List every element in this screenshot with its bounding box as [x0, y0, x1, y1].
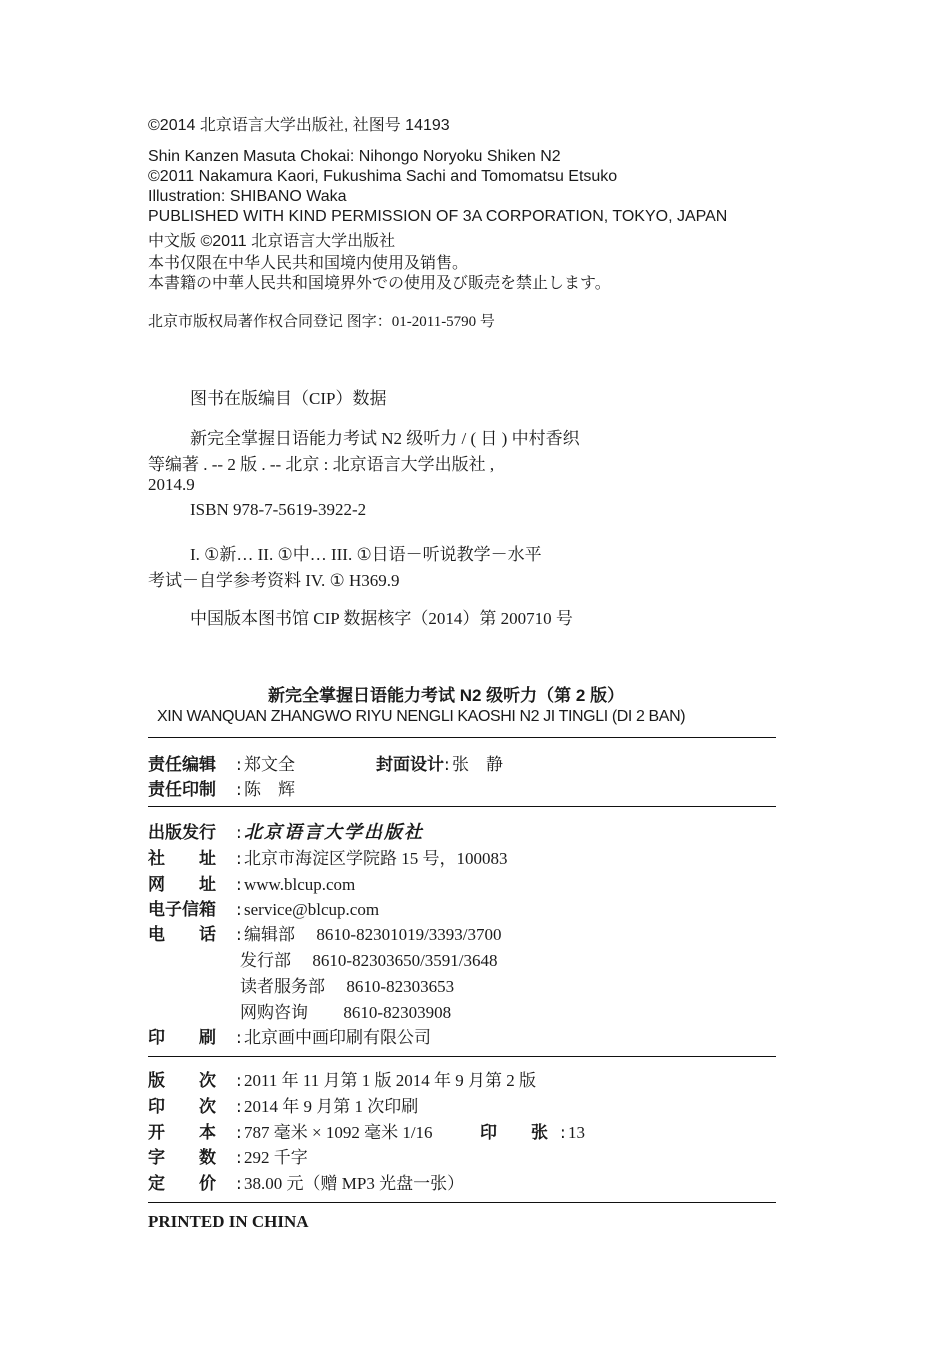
phone-number: 8610-82301019/3393/3700: [316, 925, 502, 944]
phone-dept: 网购咨询: [240, 1003, 308, 1022]
permission-line: PUBLISHED WITH KIND PERMISSION OF 3A CORPORATION, TOKYO, JAPAN: [148, 208, 728, 225]
phone-number: 8610-82303908: [343, 1003, 452, 1022]
book-title-zh: 新完全掌握日语能力考试 N2 级听力（第 2 版）: [268, 686, 625, 705]
address-row: 社 址 : 北京市海淀区学院路 15 号，100083: [148, 844, 508, 869]
format-row: 开 本 : 787 毫米 × 1092 毫米 1/16: [148, 1118, 433, 1143]
printer-label: 印 刷: [148, 1028, 216, 1048]
website-label: 网 址: [148, 875, 216, 895]
divider: [148, 1202, 776, 1203]
email-value: service@blcup.com: [244, 900, 380, 919]
print-supervisor-row: 责任印制 : 陈 辉: [148, 775, 295, 800]
copyright-line: ©2014 北京语言大学出版社, 社图号 14193: [148, 117, 450, 134]
print-supervisor-value: 陈 辉: [244, 780, 295, 800]
word-count-label: 字 数: [148, 1148, 216, 1168]
sheets-value: 13: [568, 1123, 585, 1142]
cip-class-2: 考试－自学参考资料 IV. ① H369.9: [148, 571, 400, 590]
price-label: 定 价: [148, 1174, 216, 1194]
isbn: ISBN 978-7-5619-3922-2: [190, 500, 367, 519]
sheets-row: 印 张 : 13: [480, 1118, 585, 1143]
website-row: 网 址 : www.blcup.com: [148, 870, 355, 895]
cip-heading: 图书在版编目（CIP）数据: [190, 389, 387, 408]
cover-label: 封面设计: [376, 755, 444, 775]
printing-value: 2014 年 9 月第 1 次印刷: [244, 1097, 419, 1116]
edition-label: 版 次: [148, 1071, 216, 1091]
cover-value: 张 静: [452, 755, 503, 775]
chinese-edition-line: 中文版 ©2011 北京语言大学出版社: [148, 233, 396, 250]
price-value: 38.00 元（赠 MP3 光盘一张）: [244, 1174, 465, 1193]
divider: [148, 737, 776, 738]
phone-row: [240, 946, 498, 971]
divider: [148, 806, 776, 807]
sale-restriction-zh: 本书仅限在中华人民共和国境内使用及销售。: [148, 255, 469, 272]
divider: [148, 1056, 776, 1057]
format-value: 787 毫米 × 1092 毫米 1/16: [244, 1123, 433, 1142]
phone-dept: 编辑部: [244, 925, 295, 944]
format-label: 开 本: [148, 1123, 216, 1143]
cip-line-3: 2014.9: [148, 475, 195, 494]
phone-dept: 读者服务部: [240, 977, 325, 996]
sale-restriction-ja: 本書籍の中華人民共和国境界外での使用及び販売を禁止します。: [148, 275, 611, 292]
registration-line: 北京市版权局著作权合同登记 图字：01-2011-5790 号: [148, 314, 495, 330]
printing-row: 印 次 : 2014 年 9 月第 1 次印刷: [148, 1092, 418, 1117]
address-label: 社 址: [148, 849, 216, 869]
phone-row: [240, 972, 454, 997]
cover-row: 封面设计: 张 静: [376, 755, 503, 775]
cip-line-1: 新完全掌握日语能力考试 N2 级听力 / ( 日 ) 中村香织: [190, 429, 580, 448]
address-value: 北京市海淀区学院路 15 号，100083: [244, 849, 508, 868]
illustration-line: Illustration: SHIBANO Waka: [148, 188, 347, 205]
printed-in-china: PRINTED IN CHINA: [148, 1212, 309, 1231]
publisher-label: 出版发行: [148, 823, 216, 843]
editor-value: 郑文全: [244, 755, 295, 775]
printer-value: 北京画中画印刷有限公司: [244, 1028, 431, 1047]
edition-row: 版 次 : 2011 年 11 月第 1 版 2014 年 9 月第 2 版: [148, 1066, 536, 1091]
word-count-value: 292 千字: [244, 1148, 308, 1167]
cip-class-1: I. ①新… II. ①中… III. ①日语－听说教学－水平: [190, 545, 542, 564]
phone-number: 8610-82303653: [346, 977, 455, 996]
price-row: 定 价 : 38.00 元（赠 MP3 光盘一张）: [148, 1169, 464, 1194]
word-count-row: 字 数 : 292 千字: [148, 1143, 308, 1168]
phone-number: 8610-82303650/3591/3648: [312, 951, 498, 970]
email-row: 电子信箱 : service@blcup.com: [148, 895, 379, 920]
cip-number: 中国版本图书馆 CIP 数据核字（2014）第 200710 号: [190, 609, 573, 628]
printing-label: 印 次: [148, 1097, 216, 1117]
author-copyright-line: ©2011 Nakamura Kaori, Fukushima Sachi and Tomomatsu Etsuko: [148, 168, 618, 185]
phone-label: 电 话: [148, 925, 216, 945]
editor-label: 责任编辑: [148, 755, 216, 775]
publisher-logo: 北京语言大学出版社: [244, 822, 424, 843]
website-value: www.blcup.com: [244, 875, 356, 894]
phone-row: 电 话 : 编辑部 8610-82301019/3393/3700: [148, 920, 502, 945]
editor-row: 责任编辑 : 郑文全: [148, 750, 295, 775]
sheets-label: 印 张: [480, 1123, 548, 1143]
book-title-pinyin: XIN WANQUAN ZHANGWO RIYU NENGLI KAOSHI N2 JI TINGLI (DI 2 BAN): [157, 708, 686, 725]
email-label: 电子信箱: [148, 900, 216, 920]
original-title-line: Shin Kanzen Masuta Chokai: Nihongo Noryoku Shiken N2: [148, 148, 561, 165]
cip-line-2: 等编著 . -- 2 版 . -- 北京 : 北京语言大学出版社 ,: [148, 455, 495, 474]
phone-dept: 发行部: [240, 951, 291, 970]
phone-row: [240, 998, 451, 1023]
print-supervisor-label: 责任印制: [148, 780, 216, 800]
edition-value: 2011 年 11 月第 1 版 2014 年 9 月第 2 版: [244, 1071, 536, 1090]
publisher-row: 出版发行 : 北京语言大学出版社: [148, 818, 424, 844]
printer-row: 印 刷 : 北京画中画印刷有限公司: [148, 1023, 431, 1048]
